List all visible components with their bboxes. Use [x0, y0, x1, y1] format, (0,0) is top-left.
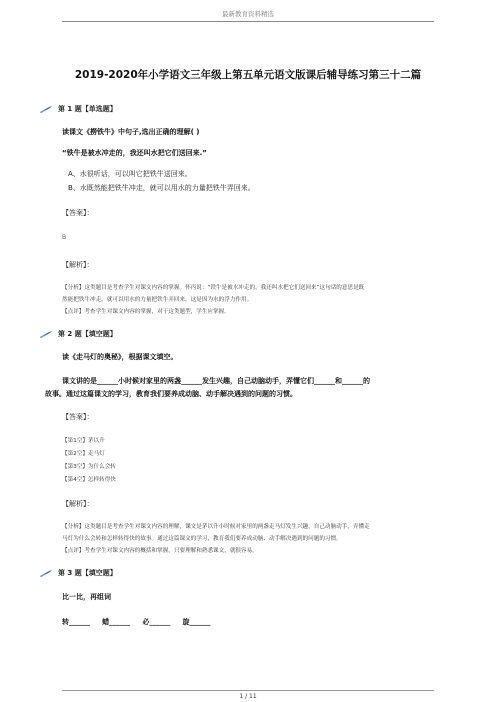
question-2-title: 第 2 题【填空题】 — [58, 330, 117, 338]
answer-2-blank-3: 【第3空】为什么会转 — [62, 464, 116, 470]
question-3-prompt: 比一比，再组词 — [62, 593, 111, 601]
answer-2-blank-1: 【第1空】茅以升 — [62, 438, 105, 444]
footer-divider — [62, 690, 434, 691]
option-b: B、水既然能把铁牛冲走，就可以用水的力量把铁牛弄回来。 — [68, 184, 255, 192]
answer-label-1: 【答案】： — [62, 209, 94, 217]
header-divider — [62, 21, 434, 22]
analysis-2-line-2: 马灯为什么会转和怎样转得快的故事。通过这篇课文的学习，教育我们要养成动脑、动手解决遇到的问题的习惯。 — [62, 536, 342, 542]
page-number: 1 / 11 — [239, 693, 257, 700]
analysis-1-comment: 【点评】考查学生对课文内容的掌握，对于这类题型，学生应掌握。 — [62, 309, 230, 315]
analysis-label-2: 【解析】： — [62, 500, 94, 508]
pen-icon — [40, 569, 54, 577]
answer-2-blank-2: 【第2空】走马灯 — [62, 451, 105, 457]
analysis-2-comment: 【点评】考查学生对课文内容的概括和掌握，只要理解和熟悉课文，就很容易。 — [62, 548, 258, 554]
answer-2-blank-4: 【第4空】怎样转得快 — [62, 477, 116, 483]
question-1-heading — [40, 104, 117, 114]
pen-icon — [40, 330, 54, 338]
analysis-1-line-1: 【分析】这类题目是考查学生对课文内容的掌握。怀丙说：“铁牛是被水冲走的，我还叫水把它们送回来”这句话的意思是既 — [62, 285, 365, 291]
answer-label-2: 【答案】： — [62, 413, 94, 421]
option-a: A、水很听话，可以叫它把铁牛送回来。 — [68, 170, 192, 178]
question-3-word-row: 转______ 蜡______ 必______ 旋______ — [62, 618, 211, 626]
question-2-line-1: 课文讲的是______小时候对家里的两盏______发生兴趣，自己动脑动手，弄懂它们______和______的 — [62, 377, 370, 385]
question-3-title: 第 3 题【填空题】 — [58, 569, 117, 577]
analysis-label-1: 【解析】： — [62, 261, 94, 269]
document-title: 2019-2020年小学语文三年级上第五单元语文版课后辅导练习第三十二篇 — [74, 69, 422, 81]
question-2-line-2: 故事。通过这篇课文的学习，教育我们要养成动脑、动手解决遇到的问题的习惯。 — [45, 390, 297, 398]
question-3-heading — [40, 568, 117, 578]
question-2-prompt: 读《走马灯的奥秘》，根据课文填空。 — [62, 353, 178, 361]
analysis-2-line-1: 【分析】这类题目是考查学生对课文内容的理解，课文是茅以升小时候对家里的两盏走马灯发生兴趣，自己动脑动手，弄懂走 — [62, 524, 370, 530]
pen-icon — [40, 105, 54, 113]
answer-1: B — [62, 234, 67, 241]
analysis-1-line-2: 然能把铁牛冲走，就可以用水的力量把铁牛弄回来，这是因为水的浮力作用。 — [62, 297, 253, 303]
question-1-prompt: 读课文《撈铁牛》中句子,选出正确的理解( ) — [62, 128, 200, 136]
page-header: 最新教育资料精选 — [222, 10, 274, 18]
question-1-title: 第 1 题【单选题】 — [58, 105, 117, 113]
question-1-quote: “铁牛是被水冲走的，我还叫水把它们送回来.” — [62, 149, 207, 157]
question-2-heading — [40, 329, 117, 339]
